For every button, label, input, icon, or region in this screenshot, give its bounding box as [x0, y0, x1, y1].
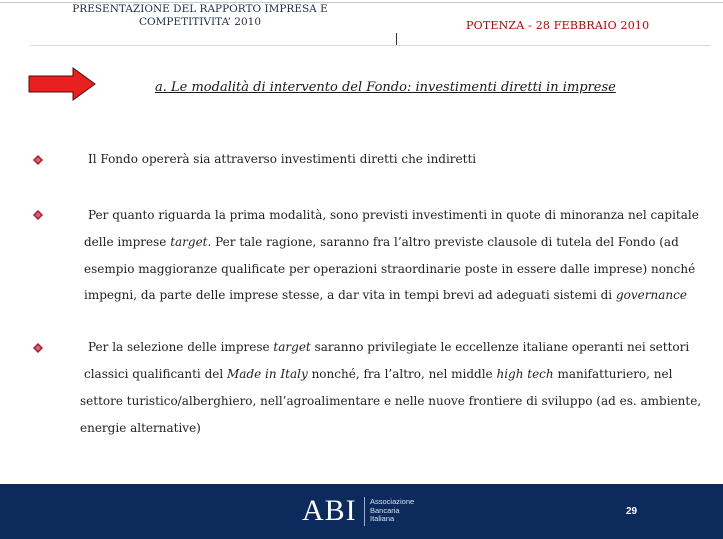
- bullet-3-line-1: Per la selezione delle imprese target saranno privilegiate le eccellenze italiane operanti nei settori: [88, 340, 690, 354]
- bullet-2-line-3: esempio maggioranze qualificate per operazioni straordinarie poste in essere dalle imprese) nonché: [84, 262, 696, 276]
- presentation-title-line2: COMPETITIVITA’ 2010: [138, 16, 262, 28]
- bullet-2-line-4: impegni, da parte delle imprese stesse, a dar vita in tempi brevi ad adeguati sistemi di governance: [84, 288, 687, 302]
- bullet-2-line-1: Per quanto riguarda la prima modalità, sono previsti investimenti in quote di minoranza nel capitale: [88, 208, 699, 222]
- bullet-3-line-4: energie alternative): [80, 421, 201, 435]
- bullet-1-line-1: Il Fondo opererà sia attraverso investimenti diretti che indiretti: [88, 152, 477, 166]
- event-date-location: POTENZA - 28 FEBBRAIO 2010: [466, 19, 650, 32]
- abi-logo-text-line2: Bancaria: [370, 505, 400, 515]
- logo-separator: [364, 497, 365, 526]
- abi-logo-text-line3: Italiana: [370, 514, 395, 524]
- abi-logo-text: [370, 498, 414, 524]
- presentation-title: [40, 3, 360, 29]
- bullet-2-line-2: delle imprese target. Per tale ragione, saranno fra l’altro previste clausole di tutela del Fondo (ad: [84, 235, 679, 249]
- right-arrow-icon: [27, 66, 97, 102]
- header-bottom-rule: [30, 45, 710, 46]
- page-number: 29: [626, 506, 638, 517]
- presentation-title-line1: PRESENTAZIONE DEL RAPPORTO IMPRESA E: [72, 3, 328, 15]
- section-title: a. Le modalità di intervento del Fondo: investimenti diretti in imprese: [155, 80, 616, 95]
- diamond-bullet-icon: [33, 155, 43, 165]
- bullet-3-line-3: settore turistico/alberghiero, nell’agroalimentare e nelle nuove frontiere di sviluppo (ad es. ambiente,: [80, 394, 702, 408]
- abi-logo: ABI: [302, 494, 357, 527]
- footer-bar: [0, 484, 723, 539]
- bullet-3-line-2: classici qualificanti del Made in Italy nonché, fra l’altro, nel middle high tech manifatturiero, nel: [84, 367, 673, 381]
- abi-logo-text-line1: Associazione: [370, 497, 415, 506]
- diamond-bullet-icon: [33, 343, 43, 353]
- diamond-bullet-icon: [33, 210, 43, 220]
